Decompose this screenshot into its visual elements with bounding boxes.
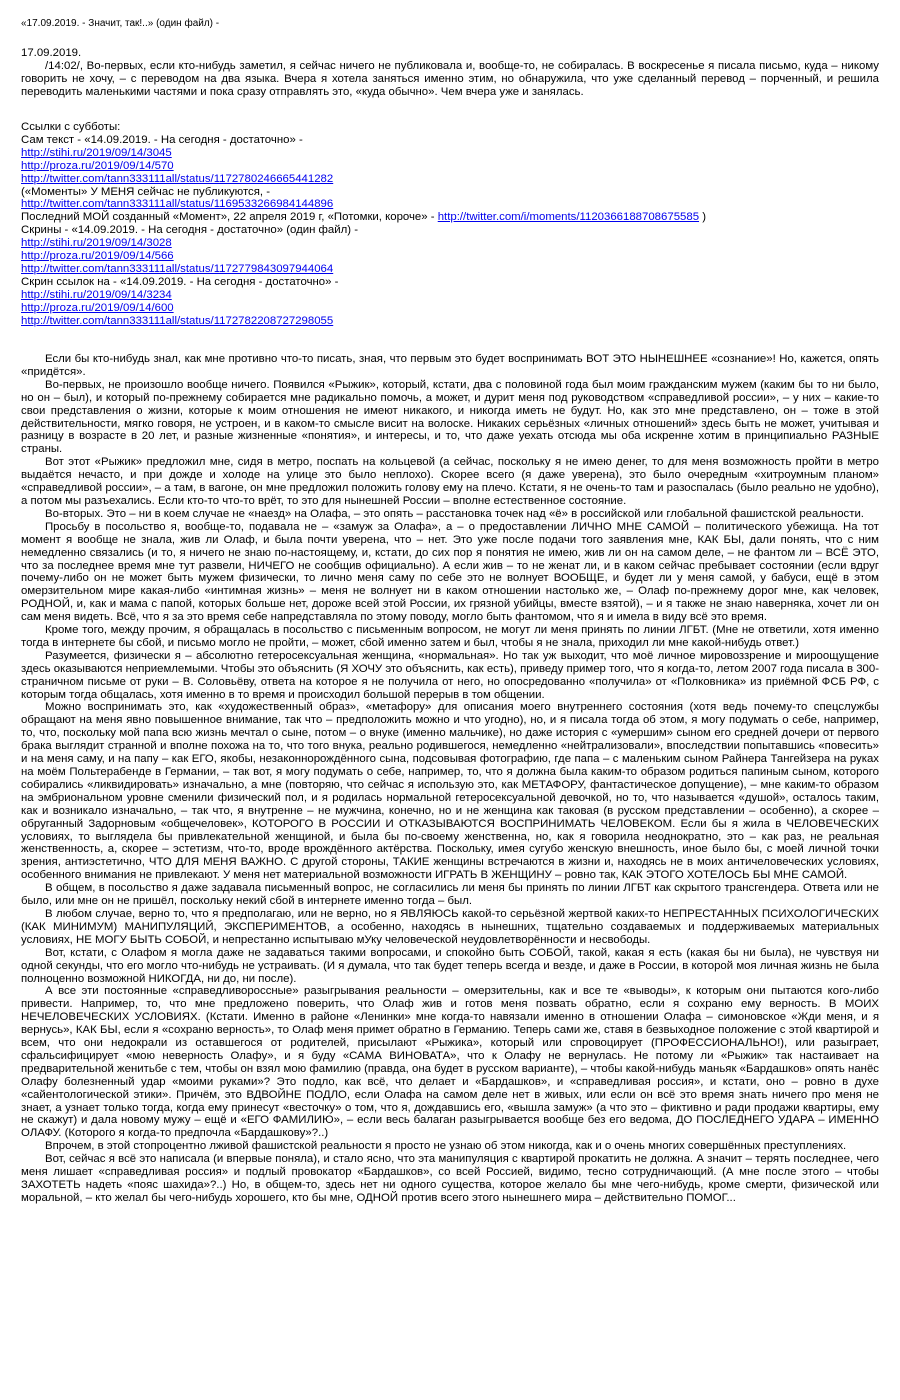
screen-links-label: Скрин ссылок на - «14.09.2019. - На сегодня - достаточно» -: [21, 275, 339, 288]
screens-link-stihi[interactable]: http://stihi.ru/2019/09/14/3028: [21, 237, 172, 250]
text-label: Сам текст - «14.09.2019. - На сегодня - достаточно» -: [21, 133, 303, 146]
last-moment-suffix: ): [699, 211, 706, 224]
page-header: «17.09.2019. - Значит, так!..» (один файл) -: [21, 18, 220, 29]
screen-links-link-proza[interactable]: http://proza.ru/2019/09/14/600: [21, 301, 174, 314]
screen-links-link-twitter[interactable]: http://twitter.com/tann333111all/status/1172782208727298055: [21, 314, 334, 327]
links-heading: Ссылки с субботы:: [21, 121, 121, 133]
paragraph: А все эти постоянные «справедливороссные» разыгрывания реальности – омерзительны, как и все те «выводы», к которым они пытаются кого-либо привести. Например, то, что мне предложено поверить, что Олаф жив и готов меня позвать обратно, если я сохраню ему верность. В МОИХ НЕЧЕЛОВЕЧЕСКИХ УСЛОВИЯХ. (Кстати. Именно в районе «Ленинки» мне когда-то навязали именно в отношении Олафа – симоновское «Жди меня, и я вернусь», КАК БЫ, если я «сохраню верность», то Олаф меня примет обратно в Германию. Теперь сами же, ставя в безвыходное положение с этой квартирой и всем, что они недокрали из оставшегося от родителей, присылают «Рыжика», который или спровоцирует (ПРОФЕССИОНАЛЬНО!), или разыграет, сфальсифицирует «мою неверность Олафу», и я буду «САМА ВИНОВАТА», что к Олафу не вернулась. Не потому ли «Рыжик» так настаивает на предварительной женитьбе с тем, чтобы он взял мою фамилию (правда, она будет в русском варианте), – чтобы какой-нибудь маньяк «Бардашков» опять нанёс Олафу болезненный удар «моими руками»? Это подло, как всё, что делает и «Бардашков», и «справедливая россия», и кстати, оно – ровно в духе «сайентологической этики». Причём, это ВДВОЙНЕ ПОДЛО, если Олафа на самом деле нет в живых, или если он всё это время знать ничего про меня не знает, а узнает только тогда, когда ему принесут «весточку» о том, что я, дождавшись его, «вышла замуж» (а что это – фиктивно и ради продажи квартиры, ему не скажут) и дала новому мужу – ещё и «ЕГО ФАМИЛИЮ», – если весь балаган разыгрывается вообще без его ведома, ДО ПОСЛЕДНЕГО УДАРА – ИМЕННО ОЛАФУ. (Которого я когда-то предпочла «Бардашкову»?..): [21, 985, 879, 1140]
last-moment-line: [21, 211, 879, 224]
body-text: [21, 353, 879, 1205]
screens-link-twitter[interactable]: http://twitter.com/tann333111all/status/1172779843097944064: [21, 262, 334, 275]
paragraph: Вот, кстати, с Олафом я могла даже не задаваться такими вопросами, и спокойно быть СОБОЙ, такой, какая я есть (какая бы ни была), не чувствуя ни одной секунды, что его могло что-нибудь не устраивать. (И я думала, что так будет теперь всегда и везде, и даже в России, в которой моя личная жизнь не была полноценно возможной НИКОГДА, ни до, ни после).: [21, 946, 879, 985]
paragraph: Вот, сейчас я всё это написала (и впервые поняла), и стало ясно, что эта манипуляция с квартирой прокатить не должна. А значит – терять последнее, чего меня лишает «справедливая россия» и подлый провокатор «Бардашков», со всей Россией, видимо, тесно сотрудничающий. (А мне после этого – чтобы ЗАХОТЕТЬ надеть «пояс шахида»?..) Но, в общем-то, здесь нет ни одного существа, которое желало бы мне чего-нибудь, кроме смерти, физической или моральной, – кто желал бы чего-нибудь хорошего, кто бы мне, ОДНОЙ против всего этого нынешнего мира – действительно ПОМОГ...: [21, 1153, 879, 1204]
screens-label: Скрины - «14.09.2019. - На сегодня - достаточно» (один файл) -: [21, 224, 359, 237]
paragraph: Впрочем, в этой стопроцентно лживой фашистской реальности я просто не узнаю об этом никогда, как и о очень многих совершённых преступлениях.: [45, 1140, 847, 1153]
moments-note: («Моменты» У МЕНЯ сейчас не публикуются, -: [21, 185, 271, 198]
paragraph: В общем, в посольство я даже задавала письменный вопрос, не согласились ли меня бы принять по линии ЛГБТ как скрытого трансгендера. Ответа или не было, или мне он не пришёл, поскольку некий сбой в интернете именно тогда – был.: [21, 882, 879, 908]
paragraph: Разумеется, физически я – абсолютно гетеросексуальная женщина, «нормальная». Но так уж выходит, что моё личное мировоззрение и мироощущение здесь оказываются неприемлемыми. Чтобы это объяснить (Я ХОЧУ это объяснить, как есть), приведу пример того, что я когда-то, летом 2007 года писала в 300-страничном письме от руки – В. Соловьёву, ответа на которое я не получила от него, но опосредованно «получила» от «Полковника» из приёмной ФСБ РФ, с которым тогда общалась, хотя именно в то время и происходил большой перерыв в том общении.: [21, 649, 879, 701]
paragraph: Во-вторых. Это – ни в коем случае не «наезд» на Олафа, – это опять – расстановка точек над «ё» в российской или глобальной фашистской реальности.: [45, 507, 864, 520]
paragraph: Можно воспринимать это, как «художественный образ», «метафору» для описания моего внутреннего состояния (хотя ведь почему-то спецслужбы обращают на меня явно повышенное внимание, так что – предположить можно и что угодно), но, и я писала тогда об этом, я могу подумать о себе, например, то, что, поскольку мой папа всю жизнь мечтал о сыне, потом – о внуке (именно мальчике), но даже история с «умершим» сыном его средней дочери от первого брака выглядит странной и вполне похожа на то, что того внука, реально родившегося, немедленно «нейтрализовали», впоследствии попытавшись «повесить» и на меня саму, и на папу – как ЕГО, якобы, незаконнорождённого сына, подсовывая фотографию, где папа – с маленьким сыном Райнера Тангейзера на руках на моём Польтерабенде в Германии, – так вот, я могу подумать о себе, например, то, что я должна была каким-то образом родиться папиным сыном, которого собирались «ликвидировать» изначально, а мне (повторяю, что сейчас я использую это, как МЕТАФОРУ, фантастическое допущение), – мне каким-то образом на эмбриональном уровне сменили физический пол, и я родилась нормальной гетеросексуальной девочкой, но то, что называется «душой», осталось таким, как и возникало изначально, – так что, я внутренне – не мужчина, конечно, но и не женщина как таковая (в русском представлении – особенно), а скорее – обруганный Задорновым «общечеловек», КОТОРОГО В РОССИИ И ОТКАЗЫВАЮТСЯ ВОСПРИНИМАТЬ ЧЕЛОВЕКОМ. Если бы я жила в ЧЕЛОВЕЧЕСКИХ условиях, то выглядела бы привлекательной женщиной, и была бы по-своему женственна, но, как я говорила неоднократно, это – как раз, не реальная женственность, а, скорее – эстетизм, что-то, вроде врождённого актёрства. Поскольку, имея сугубо женскую внешность, иное было бы, с моей личной точки зрения, антиэстетично, ЧТО ДЛЯ МЕНЯ ВАЖНО. С другой стороны, ТАКИЕ женщины встречаются в жизни и, находясь не в моих античеловеческих условиях, особенного внимания не привлекают. У меня нет материальной возможности ИГРАТЬ В ЖЕНЩИНУ – ровно так, КАК ЭТОГО ХОТЕЛОСЬ БЫ МНЕ САМОЙ.: [21, 701, 879, 882]
text-link-stihi[interactable]: http://stihi.ru/2019/09/14/3045: [21, 146, 172, 159]
paragraph: Вот этот «Рыжик» предложил мне, сидя в метро, поспать на кольцевой (а сейчас, поскольку я не имею денег, то для меня возможность пройти в метро выдаётся нечасто, и при дожде и холоде на улице это было неплохо). Скорее всего (я даже уверена), это было очередным «хитроумным планом» «справедливой россии», – а там, в вагоне, он мне предложил положить голову ему на плечо. Кстати, я не очень-то там и разоспалась (было реально не удобно), а потом мы разъехались. Если кто-то что-то врёт, то это для нынешней России – вполне естественное состояние.: [21, 456, 879, 507]
paragraph: Если бы кто-нибудь знал, как мне противно что-то писать, зная, что первым это будет воспринимать ВОТ ЭТО НЫНЕШНЕЕ «сознание»! Но, кажется, опять «придётся».: [21, 353, 879, 378]
paragraph: Кроме того, между прочим, я обращалась в посольство с письменным вопросом, не могут ли меня принять по линии ЛГБТ. (Мне не ответили, хотя именно тогда в интернете бы сбой, и письмо могло не пройти, – может, сбой именно затем и был, чтобы я не знала, приходил ли мне какой-нибудь ответ.): [21, 624, 879, 649]
screen-links-link-stihi[interactable]: http://stihi.ru/2019/09/14/3234: [21, 288, 172, 301]
text-link-twitter[interactable]: http://twitter.com/tann333111all/status/1172780246665441282: [21, 172, 334, 185]
paragraph: Просьбу в посольство я, вообще-то, подавала не – «замуж за Олафа», а – о предоставлении ЛИЧНО МНЕ САМОЙ – политического убежища. На тот момент я вообще не знала, жив ли Олаф, и была почти уверена, что – нет. Это уже после подачи того заявления мне, КАК БЫ, дали понять, что с ним немедленно связались (и то, я ничего не знаю по-настоящему, и, кстати, до сих пор я понятия не имею, жив ли он на самом деле, – не фантом ли – ВСЁ ЭТО, что за последнее время мне тут развели, НИЧЕГО не сообщив официально). А если жив – то не женат ли, и в каком сейчас пребывает состоянии (если вдруг почему-либо он не может быть мужем физически, то лично меня саму по себе это не волнует ВООБЩЕ, и будет ли у меня самой, у бабуси, ещё в этом омерзительном мире какая-либо «интимная жизнь» – меня не волнует ни в каком отношении настолько же, – Олаф по-прежнему дорог мне, как человек, РОДНОЙ, и, как и мама с папой, которых больше нет, дороже всей этой России, их грязной убийцы, вместе взятой), – и я также не знаю наверняка, хочет ли он сам меня видеть. Всё, что я за это время себе напредставляла по этому поводу, могло быть фантомом, что я и имела в виду всё это время.: [21, 520, 879, 624]
links-section: [21, 121, 879, 328]
intro-paragraph: /14:02/, Во-первых, если кто-нибудь заметил, я сейчас ничего не публиковала и, вообще-то, не собиралась. В воскресенье я писала письмо, куда – никому говорить не хочу, – с переводом на два языка. Вчера я хотела заняться именно этим, но обнаружила, что уже сделанный перевод – порченный, и решила переводить маленькими частями и пока сразу отправлять это, «куда обычно». Чем вчера уже и занялась.: [21, 59, 879, 98]
last-moment-prefix: Последний МОЙ созданный «Момент», 22 апреля 2019 г, «Потомки, короче» -: [21, 211, 438, 224]
text-link-proza[interactable]: http://proza.ru/2019/09/14/570: [21, 159, 174, 172]
intro-section: [21, 47, 879, 99]
screens-link-proza[interactable]: http://proza.ru/2019/09/14/566: [21, 250, 174, 263]
paragraph: В любом случае, верно то, что я предполагаю, или не верно, но я ЯВЛЯЮСЬ какой-то серьёзной жертвой каких-то НЕПРЕСТАННЫХ ПСИХОЛОГИЧЕСКИХ (КАК МИНИМУМ) МАНИПУЛЯЦИЙ, ЭКСПЕРИМЕНТОВ, а особенно, находясь в нынешних, тщательно создаваемых и поддерживаемых материальных условиях, НЕ МОГУ БЫТЬ СОБОЙ, и непрестанно испытываю мУку человеческой неудовлетворённости и несвободы.: [21, 907, 879, 946]
moments-link[interactable]: http://twitter.com/tann333111all/status/1169533266984144896: [21, 198, 334, 211]
paragraph: Во-первых, не произошло вообще ничего. Появился «Рыжик», который, кстати, два с половиной года был моим гражданским мужем (каким бы то ни было, но он – был), и который по-прежнему собирается мне радикально помочь, а может, и дурит меня под руководством «справедливой россии», – у них – какие-то свои представления о жизни, которые к моим отношения не имеют никакого, и никогда иметь не будут. Но, как это мне представлено, он – тоже в этой действительности, мягко говоря, не устроен, и в каком-то смысле висит на волоске. Никаких серьёзных «личных отношений» здесь быть не может, учитывая и разницу в возрасте в 20 лет, и разные жизненные «понятия», и интересы, и то, что даже уехать отсюда мы оба искренне хотим в принципиально РАЗНЫЕ страны.: [21, 378, 879, 456]
date-line: 17.09.2019.: [21, 47, 82, 59]
last-moment-link[interactable]: http://twitter.com/i/moments/1120366188708675585: [437, 211, 700, 224]
